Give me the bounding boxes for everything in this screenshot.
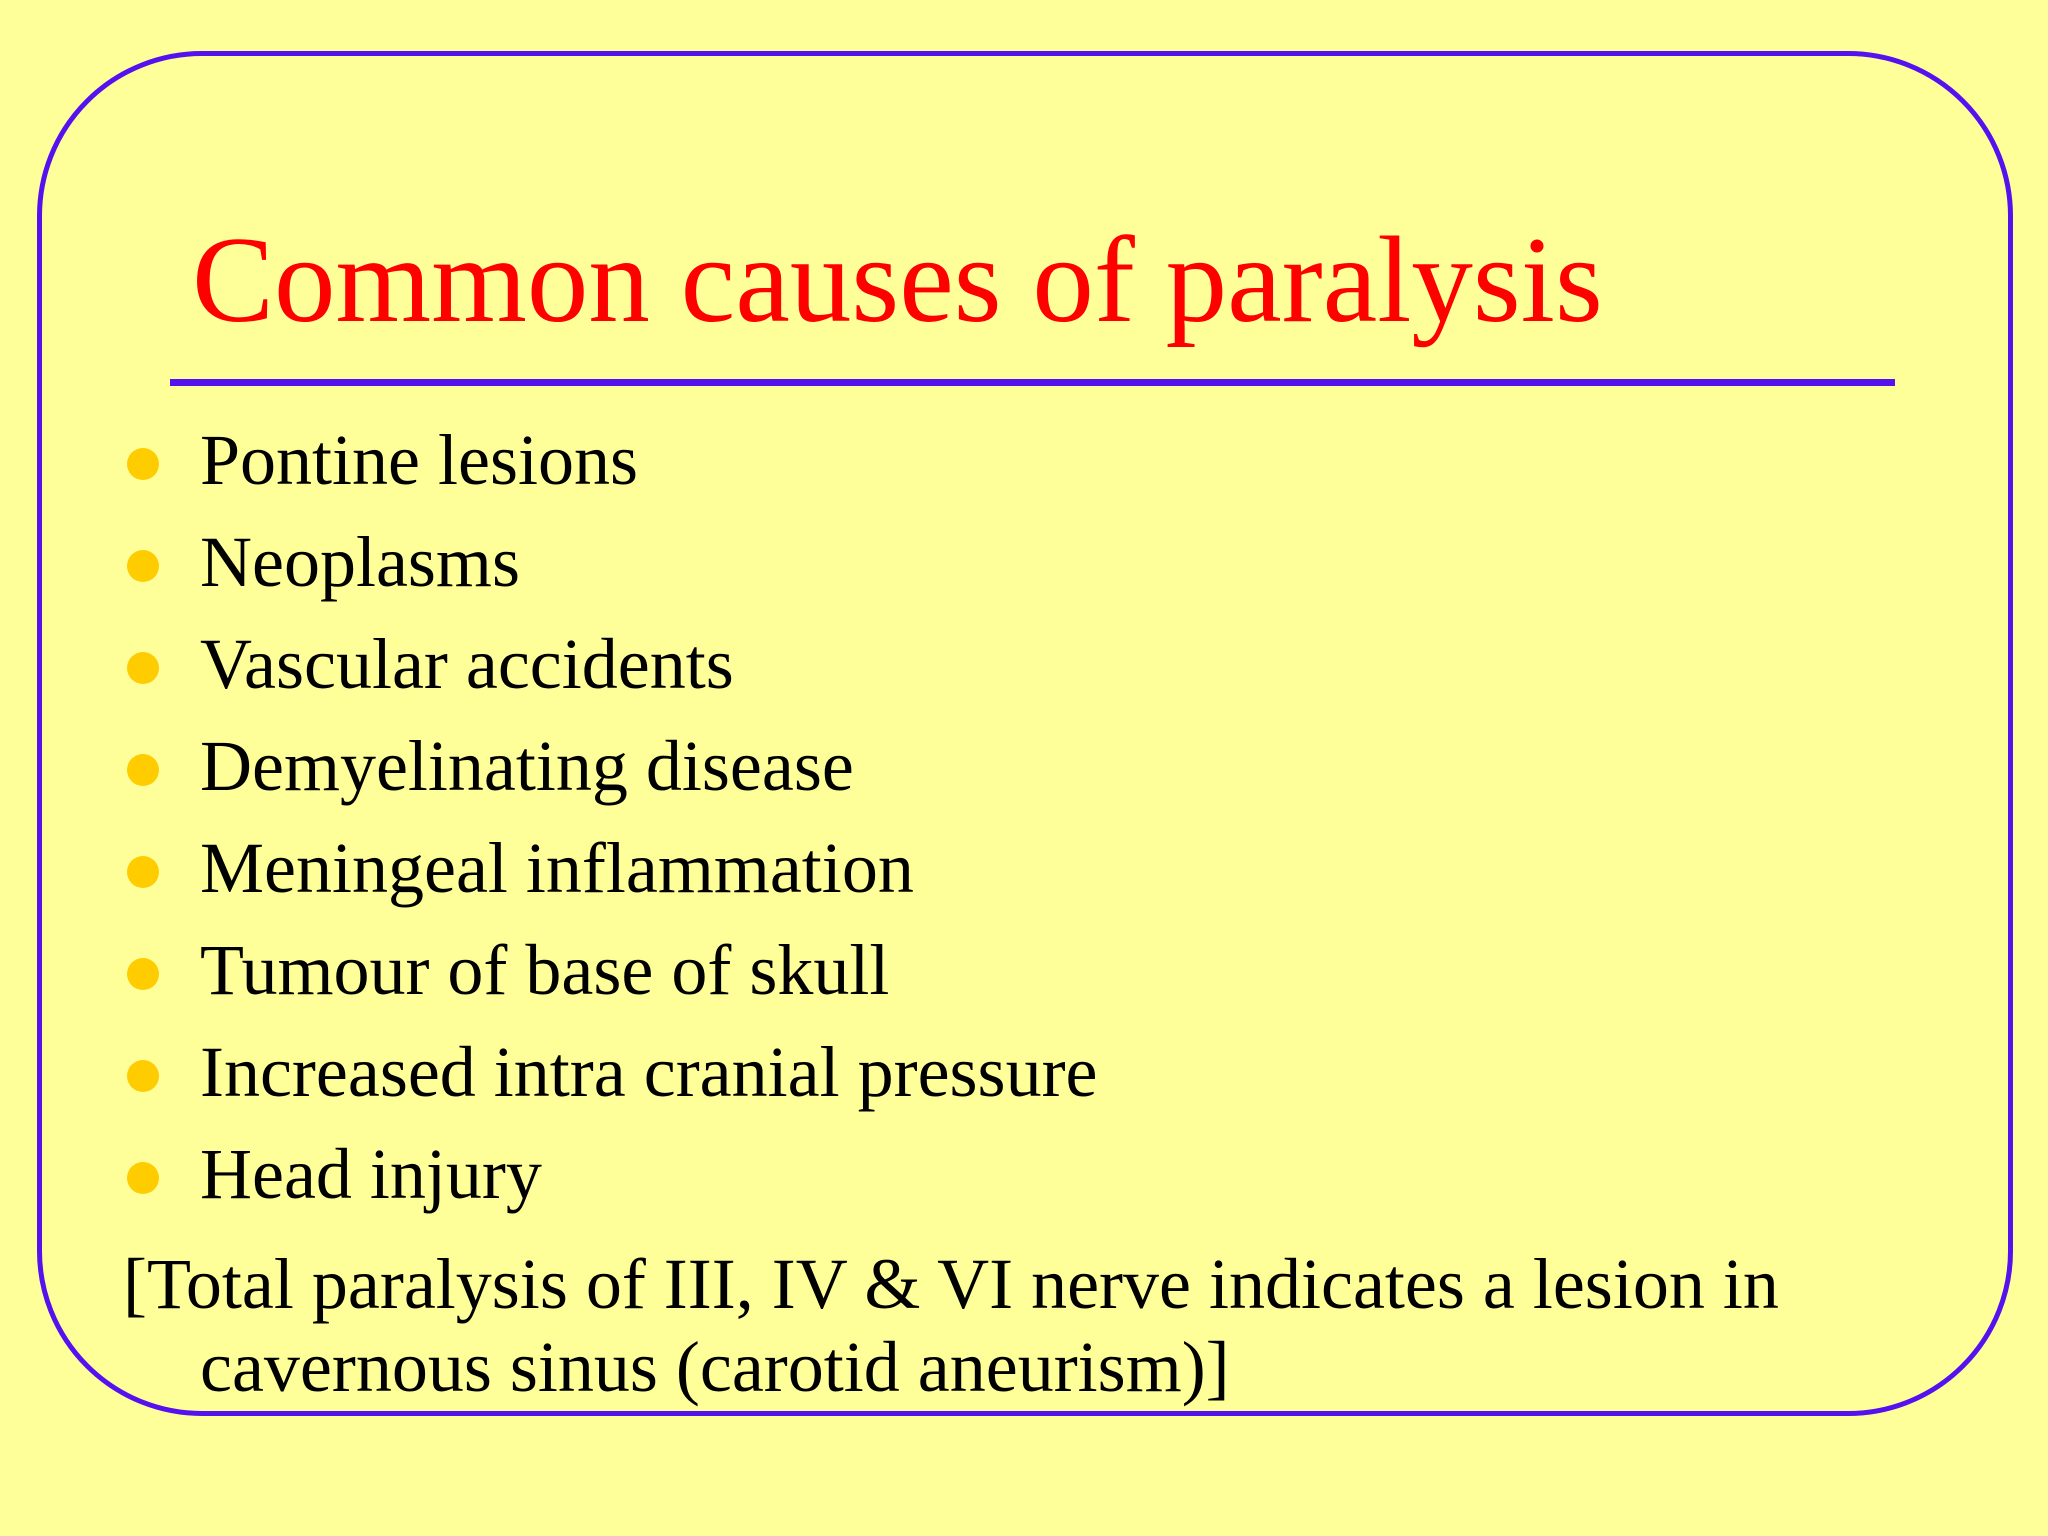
bullet-item: [0, 828, 1200, 934]
bullet-dot-icon: [127, 958, 159, 990]
bullet-text: Increased intra cranial pressure: [200, 1032, 1098, 1112]
bullet-item: [0, 1134, 1200, 1240]
bullet-dot-icon: [127, 1162, 159, 1194]
bullet-item: [0, 420, 1200, 526]
slide-note: [123, 1243, 1923, 1409]
bullet-item: [0, 1032, 1200, 1138]
bullet-dot-icon: [127, 448, 159, 480]
bullet-item: [0, 930, 1200, 1036]
bullet-item: [0, 522, 1200, 628]
bullet-item: [0, 726, 1200, 832]
bullet-dot-icon: [127, 856, 159, 888]
bullet-text: Meningeal inflammation: [200, 828, 914, 908]
slide-title: Common causes of paralysis: [192, 211, 1603, 348]
note-line-1: [Total paralysis of III, IV & VI nerve indicates a lesion in: [123, 1244, 1779, 1324]
bullet-text: Tumour of base of skull: [200, 930, 890, 1010]
bullet-text: Neoplasms: [200, 522, 520, 602]
bullet-dot-icon: [127, 652, 159, 684]
bullet-text: Head injury: [200, 1134, 542, 1214]
bullet-text: Pontine lesions: [200, 420, 639, 500]
bullet-text: Demyelinating disease: [200, 726, 854, 806]
bullet-text: Vascular accidents: [200, 624, 734, 704]
title-underline: [170, 379, 1895, 386]
bullet-dot-icon: [127, 754, 159, 786]
bullet-item: [0, 624, 1200, 730]
bullet-dot-icon: [127, 1060, 159, 1092]
note-line-2: cavernous sinus (carotid aneurism)]: [200, 1327, 1230, 1407]
bullet-dot-icon: [127, 550, 159, 582]
